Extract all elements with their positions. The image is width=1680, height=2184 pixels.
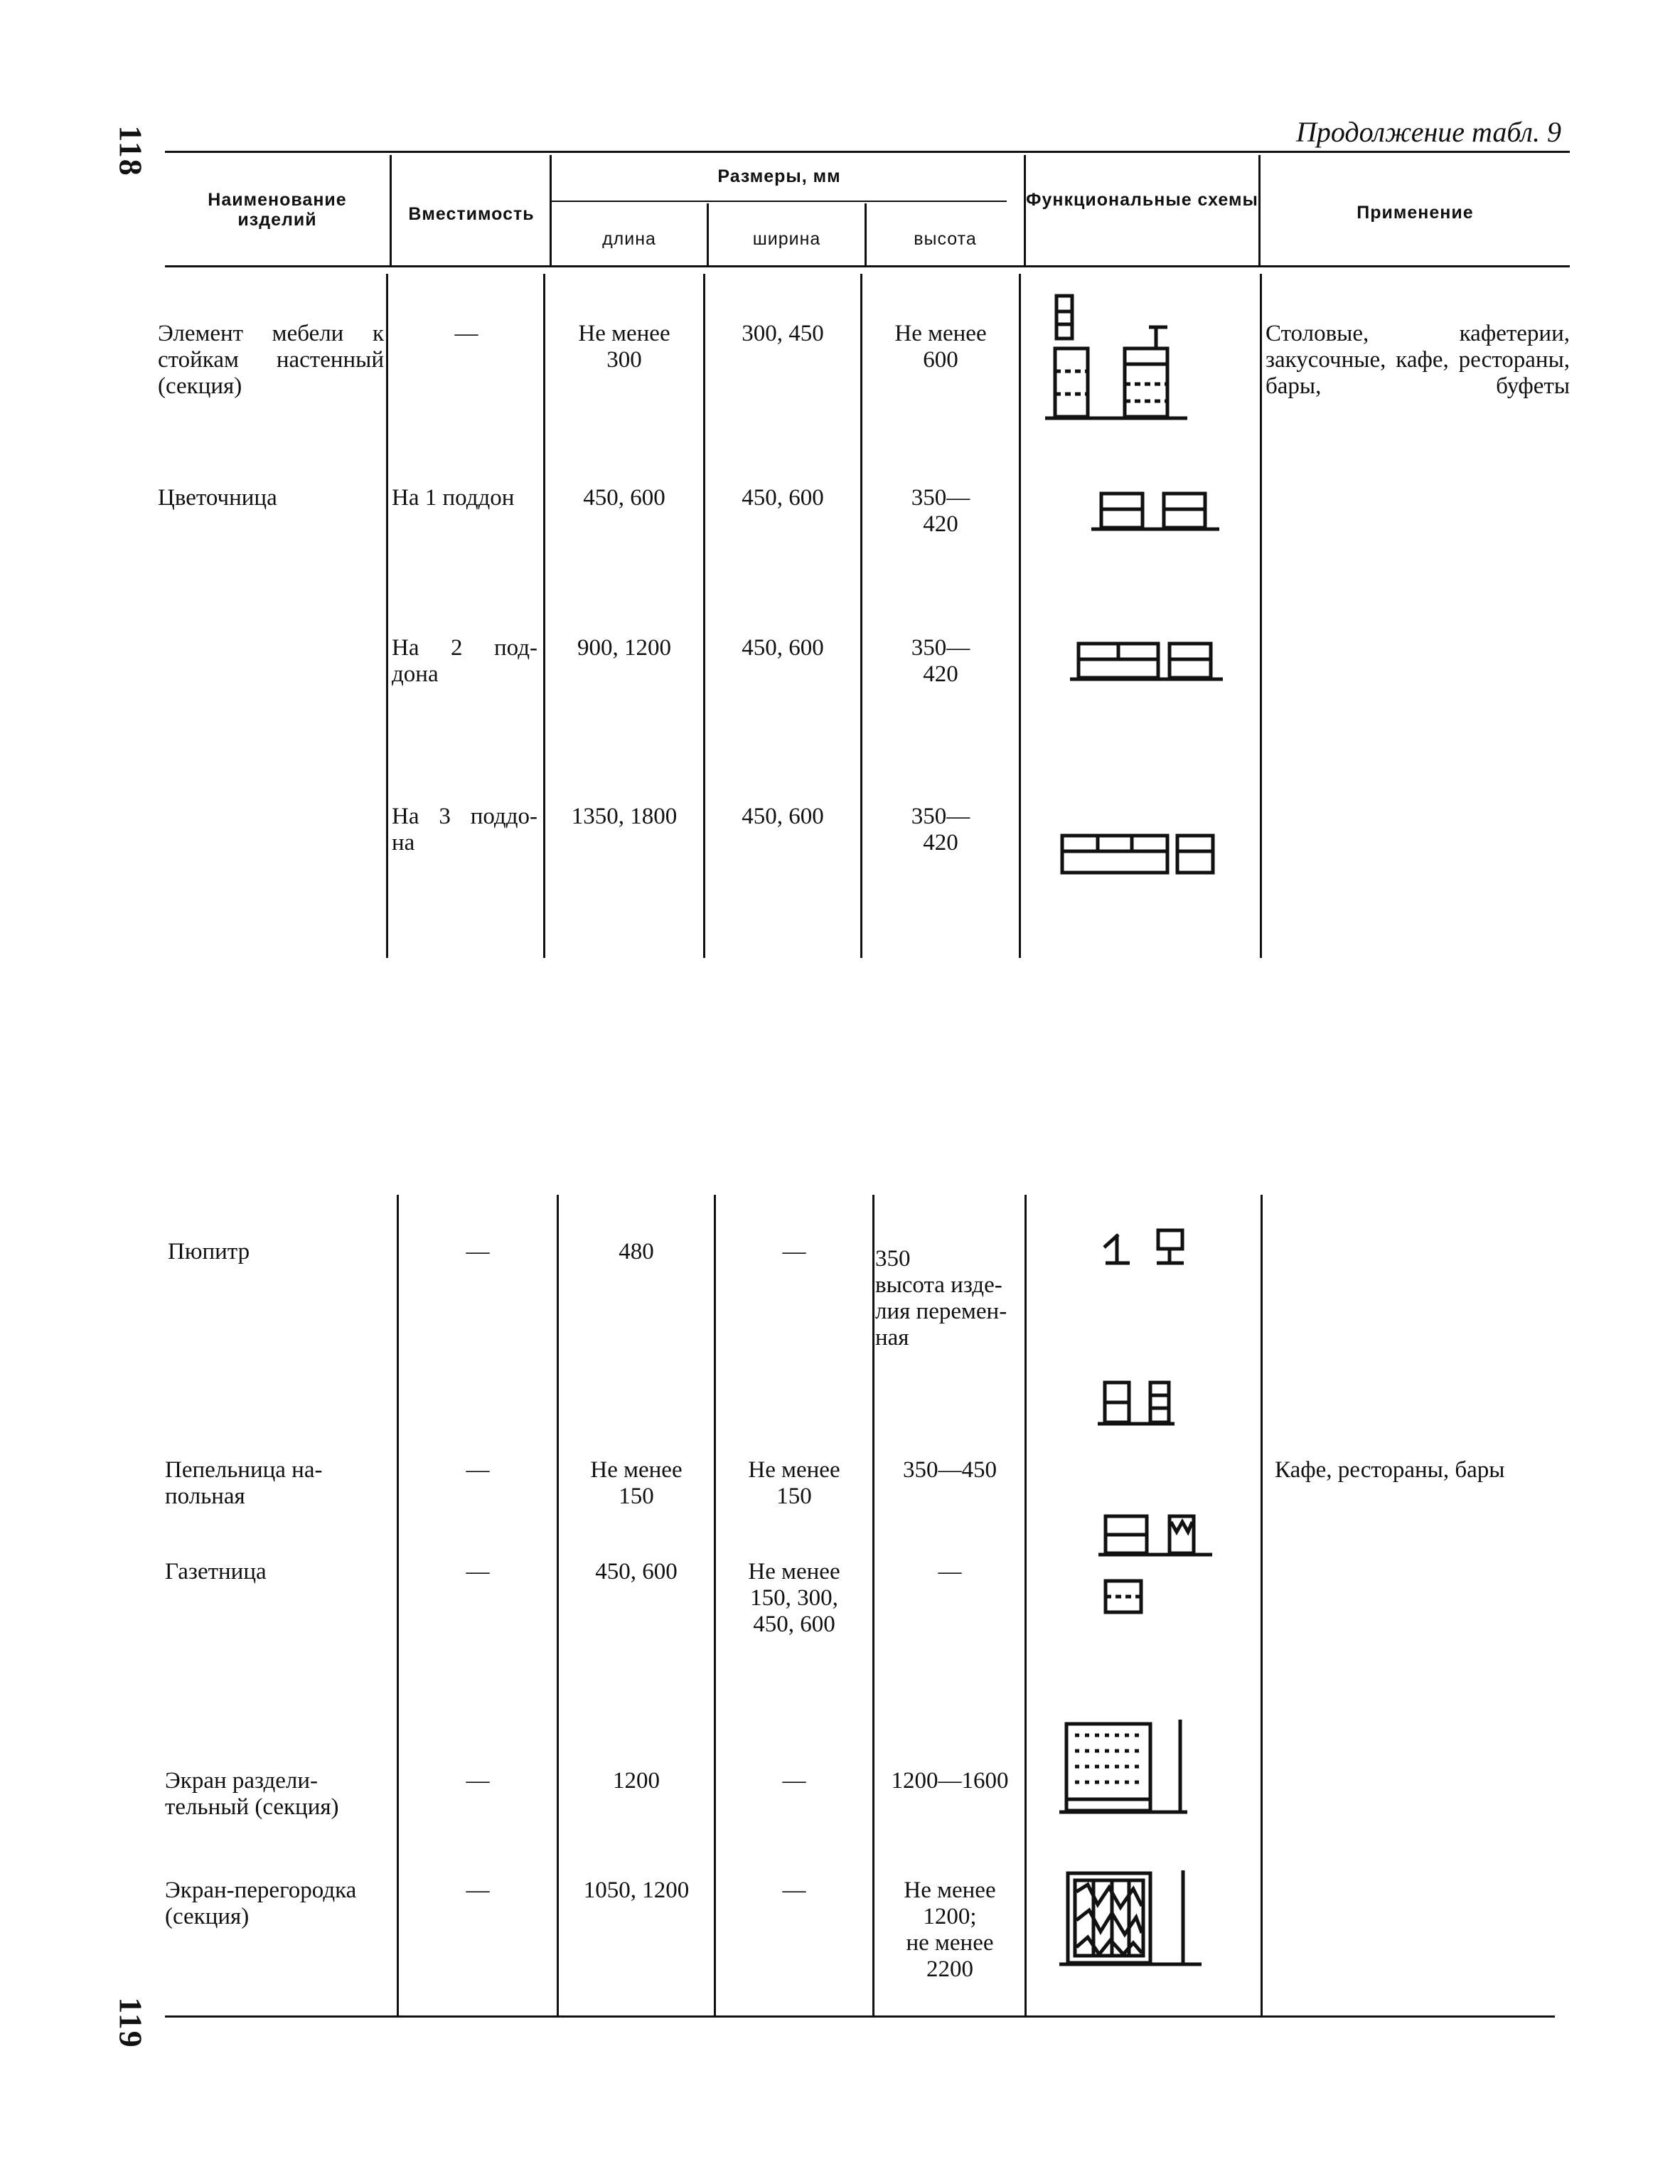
item-name: Экран-перегородка (секция) <box>165 1877 357 1929</box>
item-name: Экран раздели- тельный (секция) <box>165 1768 339 1820</box>
item-width: 450, 600 <box>742 635 824 661</box>
item-height: 350— 420 <box>911 804 970 856</box>
newspaper-rack-icon <box>1100 1575 1164 1618</box>
item-length: 1200 <box>613 1768 660 1794</box>
item-height: 350— 420 <box>911 485 970 537</box>
header-top-rule <box>165 151 1570 153</box>
floor-ashtray-icon <box>1098 1508 1226 1565</box>
planter-3-trays-icon <box>1058 829 1229 878</box>
page-number-top: 118 <box>112 125 149 177</box>
item-height: 350 высота изде- лия перемен- ная <box>875 1246 1007 1351</box>
item-height: 1200—1600 <box>891 1768 1009 1794</box>
item-height: — <box>938 1559 962 1584</box>
item-capacity: — <box>466 1877 490 1903</box>
item-length: 450, 600 <box>583 485 665 511</box>
item-length: 450, 600 <box>595 1559 678 1584</box>
item-width: Не менее 150, 300, 450, 600 <box>748 1559 840 1637</box>
header-height: высота <box>914 229 977 249</box>
item-length: 900, 1200 <box>577 635 671 661</box>
column-divider <box>386 274 388 958</box>
lectern-icon <box>1098 1223 1212 1273</box>
item-height: 350—450 <box>903 1457 997 1483</box>
item-length: Не менее 300 <box>578 321 670 373</box>
column-divider <box>1024 1195 1027 2017</box>
column-divider <box>872 1195 874 2017</box>
header-length: длина <box>602 229 656 249</box>
wall-shelf-section-icon <box>1045 290 1258 418</box>
header-width: ширина <box>752 229 821 249</box>
item-name: Пепельница на- польная <box>165 1457 323 1509</box>
item-width: 450, 600 <box>742 804 824 829</box>
planter-1-tray-icon <box>1091 484 1234 533</box>
item-width: Не менее 150 <box>748 1457 840 1509</box>
partition-screen-icon <box>1059 1863 1216 1977</box>
item-capacity: — <box>466 1559 490 1584</box>
item-capacity: — <box>466 1239 490 1264</box>
item-name: Пюпитр <box>168 1239 250 1264</box>
item-capacity: На 2 под- дона <box>392 635 537 687</box>
item-width: 300, 450 <box>742 321 824 346</box>
table-bottom-rule <box>165 2015 1555 2018</box>
header-dimensions: Размеры, мм <box>717 166 841 186</box>
item-height: 350— 420 <box>911 635 970 687</box>
item-height: Не менее 1200; не менее 2200 <box>904 1877 996 1982</box>
header-divider <box>390 155 392 265</box>
item-length: Не менее 150 <box>590 1457 683 1509</box>
header-bottom-rule <box>165 265 1570 267</box>
item-capacity: На 3 поддо- на <box>392 804 537 856</box>
item-application: Кафе, рестораны, бары <box>1275 1457 1505 1483</box>
planter-2-trays-icon <box>1070 635 1234 685</box>
table-continuation-caption: Продолжение табл. 9 <box>1295 116 1561 148</box>
item-capacity: — <box>466 1768 490 1794</box>
column-divider <box>1260 274 1262 958</box>
item-length: 1350, 1800 <box>571 804 678 829</box>
column-divider <box>543 274 545 958</box>
dividing-screen-icon <box>1059 1714 1202 1821</box>
header-schemes: Функциональные схемы <box>1026 190 1258 210</box>
lectern-icon <box>1098 1374 1197 1431</box>
item-height: Не менее 600 <box>894 321 987 373</box>
dimensions-subheader-rule <box>552 201 1007 202</box>
item-width: — <box>782 1877 806 1903</box>
item-capacity: — <box>466 1457 490 1483</box>
item-width: 450, 600 <box>742 485 824 511</box>
column-divider <box>1019 274 1021 958</box>
item-length: 1050, 1200 <box>583 1877 690 1903</box>
header-capacity: Вместимость <box>408 204 535 224</box>
header-name: Наименование изделий <box>208 190 347 230</box>
item-capacity: На 1 поддон <box>392 485 515 511</box>
item-name: Элемент мебели к стойкам настенный (секция) <box>158 321 384 399</box>
item-width: — <box>782 1239 806 1264</box>
item-application: Столовые, кафетерии, закусочные, кафе, рестораны, бары, буфеты <box>1266 321 1570 399</box>
column-divider <box>703 274 705 958</box>
column-divider <box>1261 1195 1263 2017</box>
header-application: Применение <box>1357 203 1474 223</box>
header-divider <box>1024 155 1026 265</box>
item-capacity: — <box>454 321 478 346</box>
item-name: Цветочница <box>158 485 277 511</box>
item-length: 480 <box>619 1239 654 1264</box>
item-name: Газетница <box>165 1559 267 1584</box>
page-number-bottom: 119 <box>112 1997 149 2049</box>
item-width: — <box>782 1768 806 1794</box>
